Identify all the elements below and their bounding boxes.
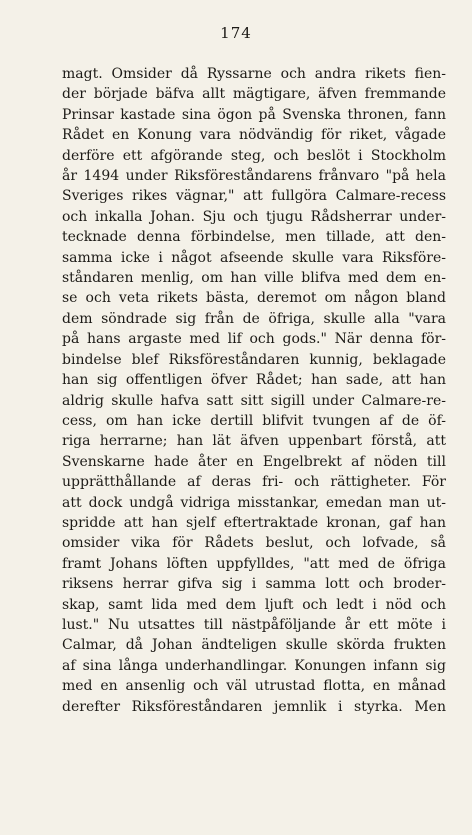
text-line: se och veta rikets bästa, deremot om någon bland (62, 290, 446, 307)
text-line: Sveriges rikes vägnar," att fullgöra Calmare-recess (62, 188, 446, 205)
text-line: framt Johans löften uppfylldes, "att med de öfriga (62, 555, 446, 572)
text-line: cess, om han icke dertill blifvit tvungen af de öf- (62, 412, 446, 429)
text-line: år 1494 under Riksföreståndarens frånvaro "på hela (62, 168, 446, 185)
text-line: derföre ett afgörande steg, och beslöt i Stockholm (62, 147, 446, 164)
text-line: riga herrarne; han lät äfven uppenbart förstå, att (62, 433, 446, 450)
text-line: upprätthållande af deras fri- och rättigheter. För (62, 474, 446, 491)
text-line: omsider vika för Rådets beslut, och lofvade, så (62, 535, 446, 552)
text-line: spridde att han sjelf eftertraktade kronan, gaf han (62, 514, 446, 531)
text-line: på hans argaste med lif och gods." När denna för- (62, 331, 446, 348)
text-line: derefter Riksföreståndaren jemnlik i styrka. Men (62, 698, 446, 715)
text-line: Svenskarne hade åter en Engelbrekt af nöden till (62, 453, 446, 470)
text-line: magt. Omsider då Ryssarne och andra rikets fien- (62, 66, 446, 82)
text-line: der började bäfva allt mägtigare, äfven fremmande (62, 86, 446, 103)
body-text (62, 64, 446, 717)
text-line: tecknade denna förbindelse, men tillade, att den- (62, 229, 446, 246)
text-line: Calmar, då Johan ändteligen skulle skörda frukten (62, 637, 446, 654)
text-line: Prinsar kastade sina ögon på Svenska thronen, fann (62, 106, 446, 123)
text-line: lust." Nu utsattes till nästpåföljande år ett möte i (62, 616, 446, 633)
text-line: riksens herrar gifva sig i samma lott och broder- (62, 576, 446, 593)
page-number: 174 (220, 24, 252, 42)
text-line: Rådet en Konung vara nödvändig för riket, vågade (62, 127, 446, 144)
text-line: af sina långa underhandlingar. Konungen infann sig (62, 657, 446, 674)
text-line: han sig offentligen öfver Rådet; han sade, att han (62, 372, 446, 389)
text-line: ståndaren menlig, om han ville blifva med dem en- (62, 270, 446, 287)
text-line: med en ansenlig och väl utrustad flotta, en månad (62, 678, 446, 695)
text-line: skap, samt lida med dem ljuft och ledt i nöd och (62, 596, 446, 613)
text-line: aldrig skulle hafva satt sitt sigill under Calmare-re- (62, 392, 446, 409)
text-line: att dock undgå vidriga misstankar, emedan man ut- (62, 494, 446, 511)
text-line: dem söndrade sig från de öfriga, skulle alla "vara (62, 310, 446, 327)
text-line: bindelse blef Riksföreståndaren kunnig, beklagade (62, 351, 446, 368)
text-line: samma icke i något afseende skulle vara Riksföre- (62, 249, 446, 266)
text-line: och inkalla Johan. Sju och tjugu Rådsherrar under- (62, 208, 446, 225)
